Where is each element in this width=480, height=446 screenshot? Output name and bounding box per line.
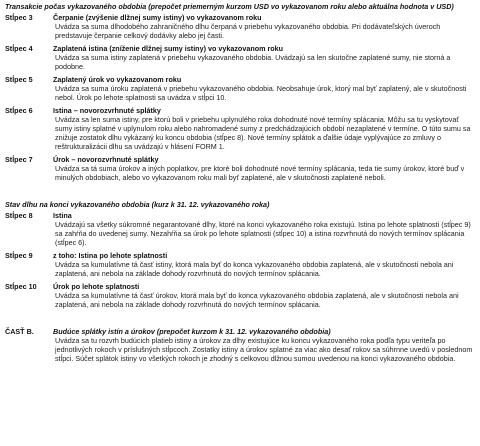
section-heading-debt-balance: Stav dlhu na konci vykazovaného obdobia (kurz k 31. 12. vykazovaného roka) bbox=[5, 200, 270, 209]
column-label: Stĺpec 7 bbox=[5, 155, 33, 164]
entry-text: Uvádza sa suma dlhodobého zahraničného dlhu čerpaná v priebehu vykazovaného obdobia. Pri dodávateľských úveroch predstavuje čerpanie celkový dodávky alebo jej časti. bbox=[55, 22, 441, 40]
column-label: Stĺpec 4 bbox=[5, 44, 33, 53]
entry-title: Úrok – novorozvrhnuté splátky bbox=[53, 155, 159, 164]
section-heading-transactions: Transakcie počas vykazovaného obdobia (prepočet priemerným kurzom USD vo vykazovanom roku alebo aktuálna hodnota v USD) bbox=[5, 2, 454, 11]
entry-text: Uvádza sa suma úroku zaplatená v priebehu vykazovaného obdobia. Neobsahuje úrok, ktorý mal byť zaplatený, ale v skutočnosti nebol. Úrok po lehote splatnosti sa uvádza v stĺpci 10. bbox=[55, 84, 467, 102]
entry-text: Uvádza sa len suma istiny, pre ktorú boli v priebehu uplynulého roka dohodnuté nové termíny splácania. Môžu sa tu vyskytovať sumy istiny splatné v uplynulom roku alebo nahromadené sumy z predchádzajúcich období nezaplatené v termíne. O túto sumu sa znižuje zostatok dlhu vykázaný ku koncu obdobia (stĺpec 8). Nové termíny splátok a ďalšie údaje vyplývajúce zo zmluvy o reštrukturalizácii dlhu sa uvádzajú v hlásení FORM 1. bbox=[55, 115, 471, 151]
entry-text: Uvádza sa suma istiny zaplatená v priebehu vykazovaného obdobia. Uvádzajú sa len skutočne zaplatené sumy, nie storná a podobne. bbox=[55, 53, 451, 71]
column-4-entry bbox=[5, 44, 475, 71]
entry-title: Zaplatená istina (zníženie dlžnej sumy istiny) vo vykazovanom roku bbox=[53, 44, 284, 53]
entry-text: Uvádza sa kumulatívne tá časť úrokov, ktorá mala byť do konca vykazovaného obdobia zaplatená, ale v skutočnosti nebola ani zaplatená, ani nebola na základe dohody rozvrhnutá do nových termínov splácania. bbox=[55, 291, 459, 309]
column-9-entry bbox=[5, 251, 475, 278]
column-7-entry bbox=[5, 155, 475, 182]
entry-title: Čerpanie (zvýšenie dlžnej sumy istiny) vo vykazovanom roku bbox=[53, 13, 262, 22]
column-label: Stĺpec 6 bbox=[5, 106, 33, 115]
entry-title: Úrok po lehote splatnosti bbox=[53, 282, 140, 291]
entry-text: Uvádza sa kumulatívne tá časť istiny, ktorá mala byť do konca vykazovaného obdobia zaplatená, ale v skutočnosti nebola ani zaplatená, ani nebola na základe dohody rozvrhnutá do nových termínov splácania. bbox=[55, 260, 454, 278]
column-8-entry bbox=[5, 211, 475, 247]
column-5-entry bbox=[5, 75, 475, 102]
entry-title: Istina – novorozvrhnuté splátky bbox=[53, 106, 161, 115]
part-b-entry bbox=[5, 327, 475, 363]
column-label: Stĺpec 10 bbox=[5, 282, 37, 291]
column-label: Stĺpec 5 bbox=[5, 75, 33, 84]
column-label: Stĺpec 3 bbox=[5, 13, 33, 22]
entry-text: Uvádza sa tá suma úrokov a iných poplatkov, pre ktoré boli dohodnuté nové termíny splácania, teda tie sumy úrokov, ktoré buď v minulých obdobiach, alebo vo vykazovanom roku mali byť zaplatené, ale v skutočnosti zaplatené neboli. bbox=[55, 164, 465, 182]
entry-title: z toho: Istina po lehote splatnosti bbox=[53, 251, 168, 260]
column-label: Stĺpec 8 bbox=[5, 211, 33, 220]
entry-text: Uvádzajú sa všetky súkromné negarantované dlhy, ktoré na konci vykazovaného roka existujú. Istina po lehote splatnosti (stĺpec 9) sa zahŕňa do uvedenej sumy. Nezahŕňa sa úrok po lehote splatnosti (stĺpec 10) a istina rozvrhnutá do nových termínov splácania (stĺpec 6). bbox=[55, 220, 471, 247]
part-label: ČASŤ B. bbox=[5, 327, 34, 336]
entry-title: Istina bbox=[53, 211, 72, 220]
column-label: Stĺpec 9 bbox=[5, 251, 33, 260]
column-3-entry bbox=[5, 13, 475, 40]
entry-title: Zaplatený úrok vo vykazovanom roku bbox=[53, 75, 182, 84]
part-text: Uvádza sa tu rozvrh budúcich platieb istiny a úrokov za dlhy existujúce ku koncu vykazovaného roka podľa typu veriteľa po jednotlivých rokoch v príslušných stĺpcoch. Zostatky istiny a úrokov splatné za viac ako desať rokov sa súhrnne uvedú v poslednom stĺpci. Súčet splátok istiny vo všetkých rokoch je zhodný s celkovou dlžnou sumou uvedenou na konci vykazovaného obdobia. bbox=[55, 336, 473, 363]
column-6-entry bbox=[5, 106, 475, 151]
part-title: Budúce splátky istín a úrokov (prepočet kurzom k 31. 12. vykazovaného obdobia) bbox=[53, 327, 331, 336]
column-10-entry bbox=[5, 282, 475, 309]
